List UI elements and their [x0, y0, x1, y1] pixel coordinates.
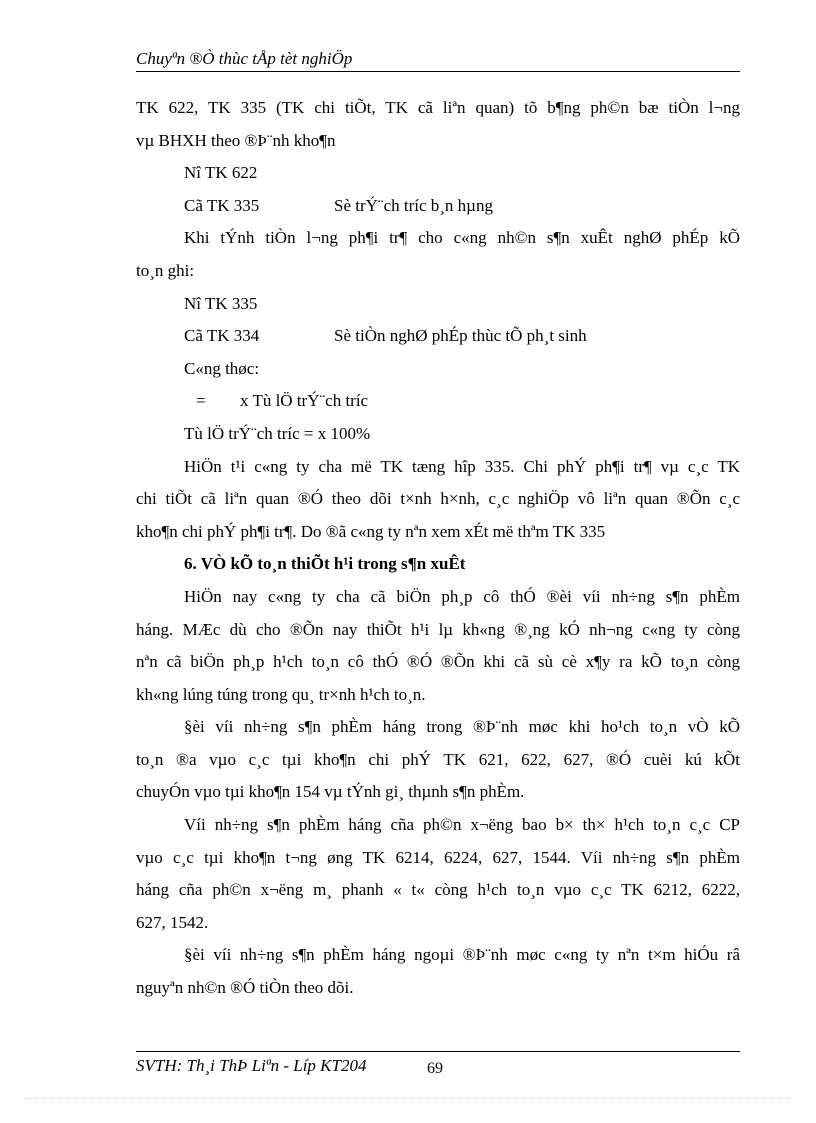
entry-amount-label: Sè trÝ¨ch tríc b¸n hµng: [334, 195, 493, 215]
paragraph-line: vµ BHXH theo ®Þ¨nh kho¶n: [136, 130, 336, 150]
formula-heading: C«ng thøc:: [184, 358, 260, 378]
paragraph-line: nguyªn nh©n ®Ó tiÒn theo dõi.: [136, 978, 354, 998]
formula-line: Tù lÖ trÝ¨ch tríc = x 100%: [184, 423, 371, 443]
paragraph-line: vµo c¸c tµi kho¶n t¬ng øng TK 6214, 6224, 627, 1544. Víi nh÷ng s¶n phÈm: [136, 847, 740, 867]
page-header: [136, 49, 740, 72]
entry-amount-label: Sè tiÒn nghØ phÉp thùc tÕ ph¸t sinh: [334, 326, 587, 346]
paragraph-line: nªn cã biÖn ph¸p h¹ch to¸n cô thÓ ®Ó ®Õn khi cã sù cè x¶y ra kÕ to¸n còng: [136, 652, 740, 672]
section-heading: 6. VÒ kÕ to¸n thiÕt h¹i trong s¶n xuÊt: [184, 554, 466, 574]
paragraph-line: Víi nh÷ng s¶n phÈm háng cña ph©n x¬ëng bao b× th× h¹ch to¸n c¸c CP: [184, 815, 740, 835]
paragraph-line: chuyÓn vµo tµi kho¶n 154 vµ tÝnh gi¸ thµnh s¶n phÈm.: [136, 782, 525, 802]
footer-rule: [136, 1051, 740, 1052]
entry-credit-row: [136, 190, 740, 223]
paragraph-line: to¸n ®a vµo c¸c tµi kho¶n chi phÝ TK 621, 622, 627, ®Ó cuèi kú kÕt: [136, 749, 740, 769]
entry-debit: Nî TK 622: [184, 163, 258, 183]
paragraph-line: Khi tÝnh tiÒn l¬ng ph¶i tr¶ cho c«ng nh©n s¶n xuÊt nghØ phÉp kÕ: [184, 228, 740, 248]
paragraph-line: §èi víi nh÷ng s¶n phÈm háng ngoµi ®Þ¨nh møc c«ng ty nªn t×m hiÓu râ: [184, 945, 740, 965]
paragraph-line: 627, 1542.: [136, 912, 209, 932]
paragraph-line: kh«ng lúng túng trong qu¸ tr×nh h¹ch to¸n.: [136, 684, 426, 704]
paragraph-line: HiÖn t¹i c«ng ty cha më TK tæng hîp 335. Chi phÝ ph¶i tr¶ vµ c¸c TK: [184, 456, 740, 476]
footer-author: SVTH: Th¸i ThÞ Liªn - Líp KT204: [136, 1056, 367, 1075]
page-boundary: [25, 1098, 791, 1099]
entry-debit: Nî TK 335: [184, 293, 258, 313]
paragraph-line: to¸n ghi:: [136, 260, 195, 280]
document-body: [136, 92, 740, 1005]
paragraph-line: kho¶n chi phÝ ph¶i tr¶. Do ®ã c«ng ty nªn xem xÉt më thªm TK 335: [136, 521, 606, 541]
entry-credit: Cã TK 335: [184, 195, 260, 215]
paragraph-line: háng. MÆc dù cho ®Õn nay thiÕt h¹i lµ kh«ng ®¸ng kÓ nh¬ng c«ng ty còng: [136, 619, 740, 639]
paragraph-line: chi tiÕt cã liªn quan ®Ó theo dõi t×nh h×nh, c¸c nghiÖp vô liªn quan ®Õn c¸c: [136, 489, 740, 509]
page-number: 69: [427, 1060, 443, 1077]
paragraph-line: háng cña ph©n x¬ëng m¸ phanh « t« còng h¹ch to¸n vµo c¸c TK 6212, 6222,: [136, 880, 740, 900]
entry-credit: Cã TK 334: [184, 326, 260, 346]
formula-line: [136, 385, 740, 418]
header-title: Chuyªn ®Ò thùc tÅp tèt nghiÖp: [136, 49, 353, 68]
paragraph-line: §èi víi nh÷ng s¶n phÈm háng trong ®Þ¨nh møc khi ho¹ch to¸n vÒ kÕ: [184, 717, 740, 737]
formula-rate: x Tù lÖ trÝ¨ch tríc: [240, 391, 369, 411]
entry-credit-row: [136, 320, 740, 353]
paragraph-line: HiÖn nay c«ng ty cha cã biÖn ph¸p cô thÓ ®èi víi nh÷ng s¶n phÈm: [184, 586, 740, 606]
formula-equals: =: [196, 391, 206, 411]
paragraph-line: TK 622, TK 335 (TK chi tiÕt, TK cã liªn quan) tõ b¶ng ph©n bæ tiÒn l¬ng: [136, 98, 740, 117]
